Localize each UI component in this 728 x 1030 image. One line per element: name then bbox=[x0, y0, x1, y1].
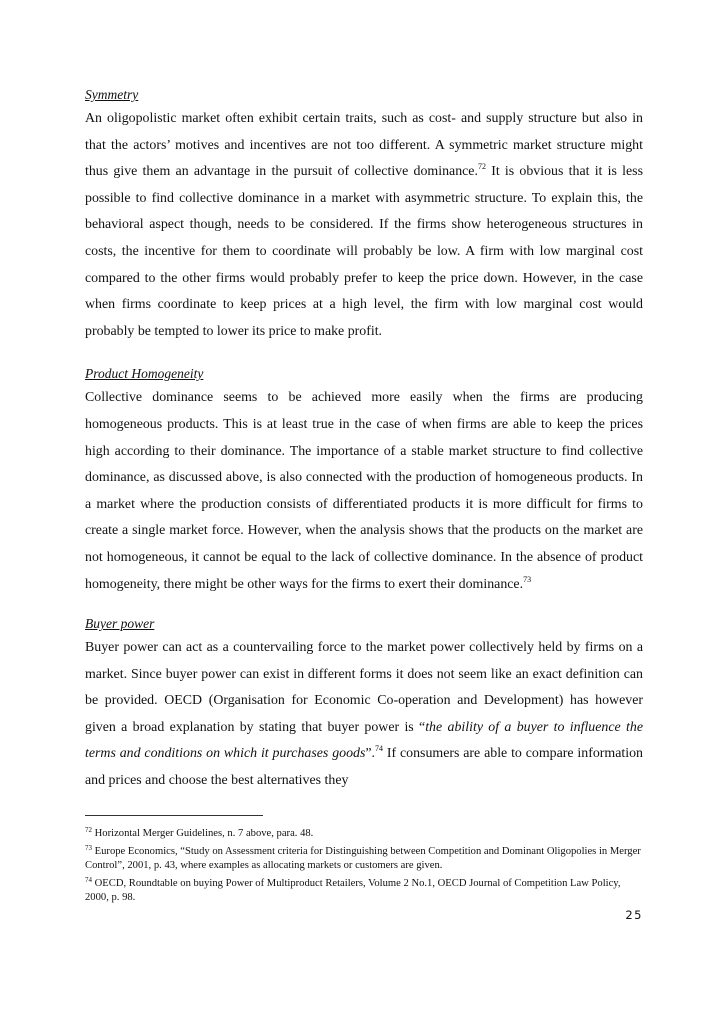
oecd-quote: the ability of a buyer to influence the terms and conditions on which it purchases goods bbox=[85, 719, 643, 762]
section-spacer bbox=[85, 345, 643, 365]
paragraph-text: It is obvious that it is less possible to find collective dominance in a market with asymmetric structure. To explain this, the behavioral aspect though, needs to be considered. If the firms show heterogeneous structures in costs, the incentive for them to coordinate will probably be low. A firm with low marginal cost compared to the other firms would probably prefer to keep the price down. However, in the case when firms coordinate to keep prices at a high level, the firm with low marginal cost would probably be tempted to lower its price to make profit. bbox=[85, 164, 643, 339]
paragraph-text: ”. bbox=[365, 746, 376, 762]
document-body bbox=[85, 86, 643, 795]
footnote-separator bbox=[85, 815, 263, 816]
footnote-ref-74: 74 bbox=[375, 744, 384, 754]
paragraph-symmetry bbox=[85, 106, 643, 345]
footnote-text: Europe Economics, “Study on Assessment criteria for Distinguishing between Competition and Dominant Oligopolies in Merger Control”, 2001, p. 43, where examples as allocating markets or customers are given. bbox=[85, 845, 641, 871]
footnote-ref-72: 72 bbox=[477, 162, 486, 172]
paragraph-buyer-power bbox=[85, 635, 643, 795]
paragraph-product-homogeneity bbox=[85, 385, 643, 598]
paragraph-text: Buyer power can act as a countervailing force to the market power collectively held by firms on a market. Since buyer power can exist in different forms it does not seem like an exact definition can be provided. OECD (Organisation for Economic Co-operation and Development) has however given a broad explanation by stating that buyer power is “ bbox=[85, 640, 643, 735]
section-heading-symmetry: Symmetry bbox=[85, 87, 139, 102]
footnote-number: 72 bbox=[85, 826, 92, 834]
footnote-72 bbox=[85, 827, 645, 842]
footnote-number: 74 bbox=[85, 875, 92, 884]
section-spacer bbox=[85, 598, 643, 615]
section-heading-buyer-power: Buyer power bbox=[85, 616, 155, 632]
footnote-text: Horizontal Merger Guidelines, n. 7 above, para. 48. bbox=[92, 828, 314, 839]
paragraph-text: An oligopolistic market often exhibit certain traits, such as cost- and supply structure but also in that the actors’ motives and incentives are not too different. A symmetric market structure might thus give them an advantage in the pursuit of collective dominance. bbox=[85, 111, 643, 180]
page-number: 25 bbox=[625, 908, 643, 922]
section-heading-product-homogeneity: Product Homogeneity bbox=[85, 366, 204, 382]
paragraph-text: Collective dominance seems to be achieved more easily when the firms are producing homogeneous products. This is at least true in the case of when firms are able to keep the prices high according to their dominance. The importance of a stable market structure to find collective dominance, as discussed above, is also connected with the production of homogeneous products. In a market where the production consists of differentiated products it is more difficult for firms to create a single market force. However, when the analysis shows that the products on the market are not homogeneous, it cannot be equal to the lack of collective dominance. In the absence of product homogeneity, there might be other ways for the firms to exert their dominance. bbox=[85, 390, 643, 592]
footnote-ref-73: 73 bbox=[523, 574, 532, 584]
footnote-73 bbox=[85, 845, 645, 874]
footnote-text: OECD, Roundtable on buying Power of Multiproduct Retailers, Volume 2 No.1, OECD Journal of Competition Law Policy, 2000, p. 98. bbox=[85, 877, 621, 903]
footnotes bbox=[85, 827, 645, 909]
paragraph-text: If consumers are able to compare information and prices and choose the best alternatives they bbox=[85, 746, 643, 789]
footnote-74 bbox=[85, 877, 645, 906]
footnote-number: 73 bbox=[85, 843, 92, 852]
